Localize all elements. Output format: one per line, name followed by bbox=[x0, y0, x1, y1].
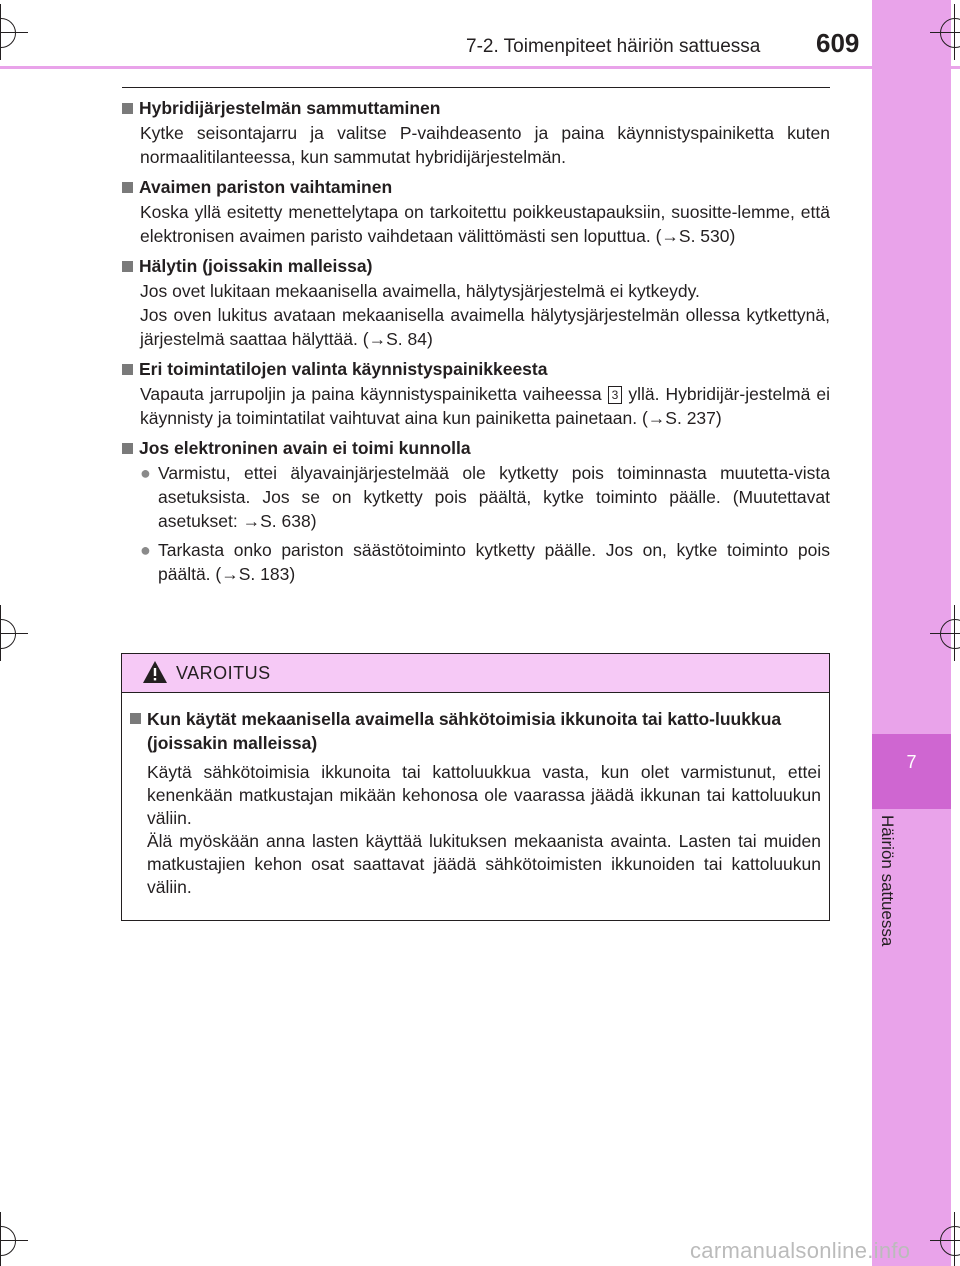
section-text: Kytke seisontajarru ja valitse P-vaihdeasento ja paina käynnistyspainiketta kuten normaalitilanteessa, kun sammutat hybridijärjestelmän. bbox=[140, 123, 830, 167]
section-title: Avaimen pariston vaihtaminen bbox=[139, 177, 393, 197]
section-hybrid-shutdown bbox=[122, 95, 830, 169]
step-number-box: 3 bbox=[608, 386, 623, 404]
section-alarm bbox=[122, 253, 830, 351]
square-bullet-icon bbox=[122, 261, 133, 272]
list-item-text: Tarkasta onko pariston säästötoiminto kytketty päälle. Jos on, kytke toiminto pois päältä. (→S. 183) bbox=[158, 540, 830, 584]
square-bullet-icon bbox=[122, 443, 133, 454]
section-text: Koska yllä esitetty menettelytapa on tarkoitettu poikkeustapauksiin, suositte-lemme, että elektronisen avaimen paristo vaihdetaan välittömästi sen loputtua. (→S. 530) bbox=[140, 202, 830, 246]
square-bullet-icon bbox=[122, 364, 133, 375]
section-text: Jos oven lukitus avataan mekaanisella avaimella hälytysjärjestelmän ollessa kytkettynä, järjestelmä saattaa hälyttää. (→S. 84) bbox=[140, 305, 830, 349]
warning-paragraph: Käytä sähkötoimisia ikkunoita tai kattoluukkua vasta, kun olet varmistunut, ettei kenenkään matkustajan mikään kehonosa ole vaarassa jäädä ikkunan tai kattoluukun väliin. bbox=[147, 762, 821, 828]
section-text: Vapauta jarrupoljin ja paina käynnistyspainiketta vaiheessa 3 yllä. Hybridijär-jestelmä ei käynnisty ja toimintatilat vaihtuvat aina kun painiketta painetaan. (→S. 237) bbox=[140, 384, 830, 428]
section-text: Jos ovet lukitaan mekaanisella avaimella, hälytysjärjestelmä ei kytkeydy. bbox=[140, 281, 700, 301]
content-top-rule bbox=[122, 87, 830, 88]
page-content bbox=[122, 95, 830, 591]
circle-bullet-icon: ● bbox=[140, 540, 151, 560]
section-title: Eri toimintatilojen valinta käynnistyspainikkeesta bbox=[139, 359, 548, 379]
header-rule bbox=[0, 66, 870, 69]
warning-label: VAROITUS bbox=[176, 663, 271, 683]
list-item-text: Varmistu, ettei älyavainjärjestelmää ole kytketty pois toiminnasta muutetta-vista asetuksista. Jos se on kytketty pois päältä, kytke toiminto päälle. (Muutettavat asetukset: →S. 638) bbox=[158, 463, 830, 531]
square-bullet-icon bbox=[122, 182, 133, 193]
page-number: 609 bbox=[816, 28, 860, 58]
section-key-battery bbox=[122, 174, 830, 248]
section-mode-selection bbox=[122, 356, 830, 430]
circle-bullet-icon: ● bbox=[140, 463, 151, 483]
section-key-malfunction bbox=[122, 435, 830, 586]
watermark-text: carmanualsonline.info bbox=[690, 1238, 911, 1263]
section-title: Jos elektroninen avain ei toimi kunnolla bbox=[139, 438, 471, 458]
warning-box bbox=[121, 653, 830, 921]
list-item bbox=[140, 538, 830, 586]
warning-triangle-icon bbox=[142, 660, 168, 689]
warning-paragraph: Älä myöskään anna lasten käyttää lukituksen mekaanista avainta. Lasten tai muiden matkustajien kehon osat saattavat jäädä sähkötoimisten ikkunoiden tai kattoluukun väliin. bbox=[147, 831, 821, 897]
chapter-label: Häiriön sattuessa bbox=[878, 815, 897, 947]
section-title: Hälytin (joissakin malleissa) bbox=[139, 256, 373, 276]
header-section-title: 7-2. Toimenpiteet häiriön sattuessa bbox=[466, 36, 761, 57]
square-bullet-icon bbox=[130, 713, 141, 724]
square-bullet-icon bbox=[122, 103, 133, 114]
warning-title: Kun käytät mekaanisella avaimella sähkötoimisia ikkunoita tai katto-luukkua (joissakin malleissa) bbox=[147, 709, 782, 753]
warning-header bbox=[122, 654, 829, 693]
section-title: Hybridijärjestelmän sammuttaminen bbox=[139, 98, 441, 118]
chapter-number: 7 bbox=[906, 752, 917, 772]
list-item bbox=[140, 461, 830, 533]
